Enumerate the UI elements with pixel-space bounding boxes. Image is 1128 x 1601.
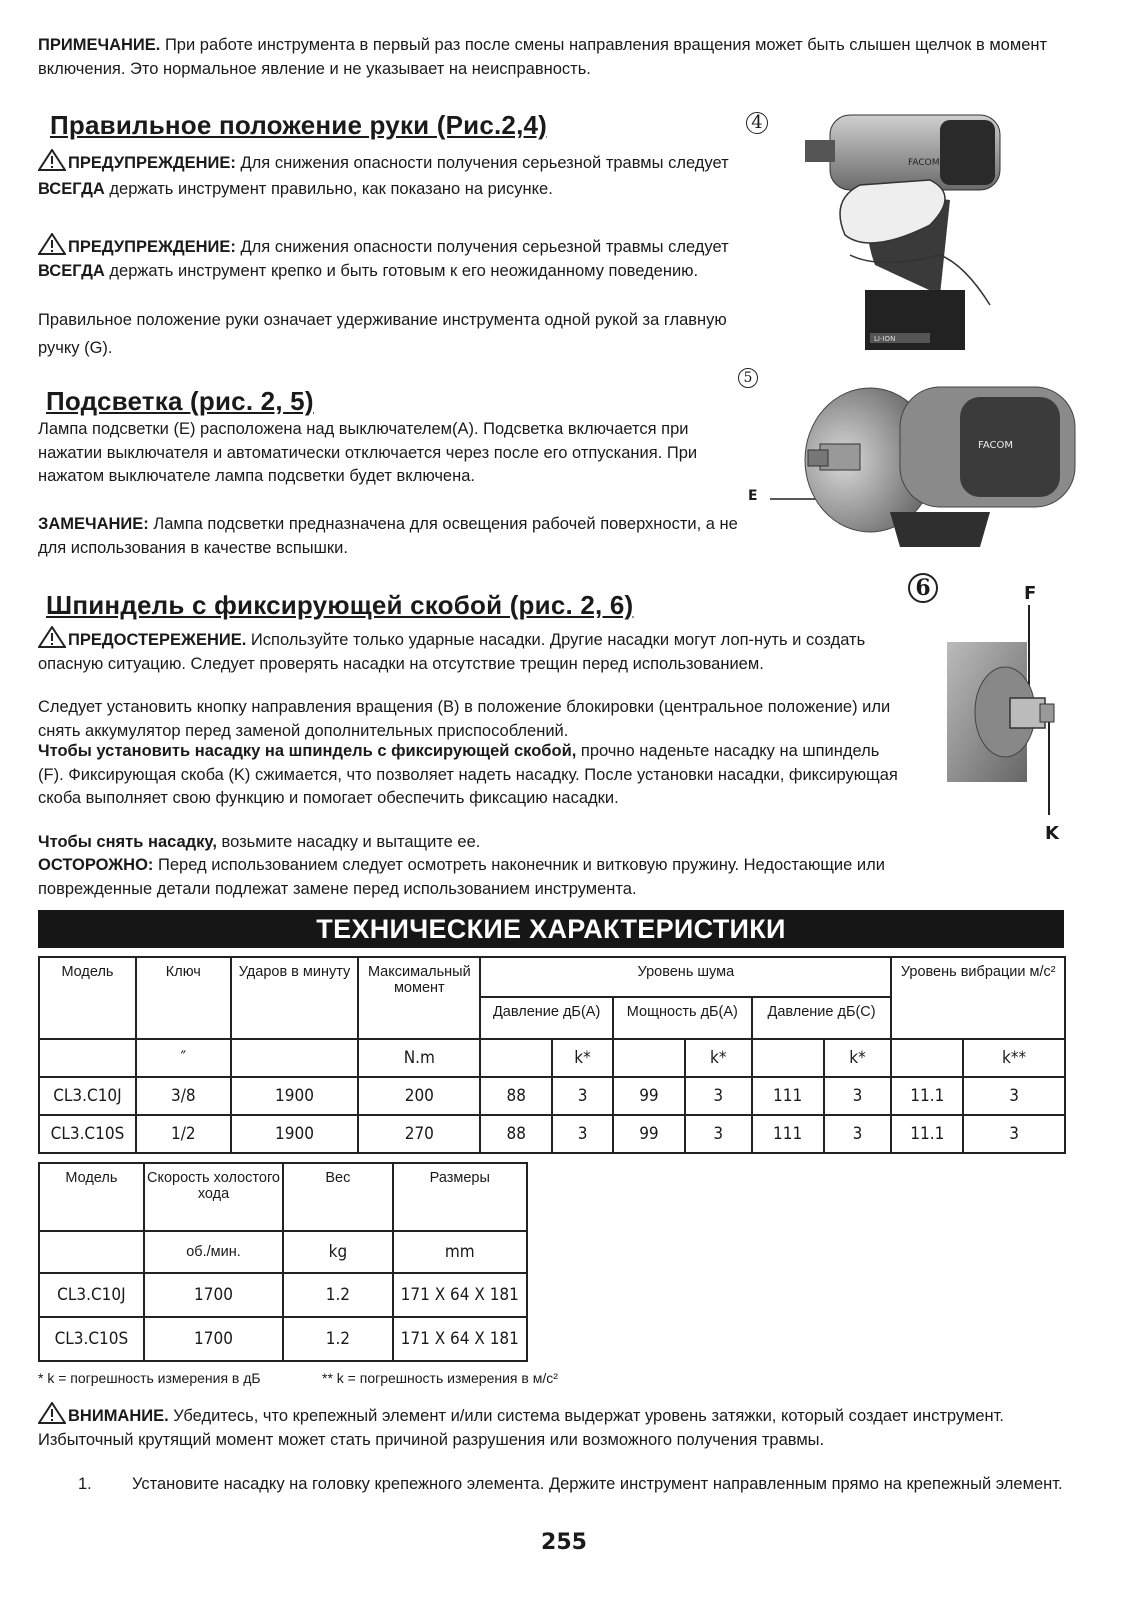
spindle-remove [38,831,918,855]
figure-6-number: 6 [908,573,938,603]
table-row [39,1077,1065,1115]
spec-table-1 [38,956,1066,1154]
header-key: Ключ [136,957,231,1039]
header-speed: Скорость холостого хода [144,1163,283,1231]
figure-4-number: 4 [746,112,768,134]
spindle-paragraph-1: Следует установить кнопку направления вращения (B) в положение блокировки (центральное положение) или снять аккумулятор перед заменой дополнительных приспособлений. [38,698,891,740]
warning-1-label: ПРЕДУПРЕЖДЕНИЕ: [68,154,236,172]
unit-pc [752,1039,824,1077]
unit-vib [891,1039,963,1077]
header-vibration: Уровень вибрации м/с² [891,957,1065,1039]
figure-4-tool-image [790,105,1070,355]
light-paragraph: Лампа подсветки (E) расположена над выключателем(A). Подсветка включается при нажатии выключателя и автоматически отключается через после его отпускания. При нажатом выключателе лампа подсветки будет включена. [38,420,698,485]
attention-text: Убедитесь, что крепежный элемент и/или система выдержат уровень затяжки, который создает инструмент. Избыточный крутящий момент может стать причиной разрушения или возможного получения травмы. [38,1407,1004,1449]
cell-speed: 1700 [144,1273,283,1317]
cell-pc: 111 [752,1115,824,1153]
cell-model: CL3.C10S [39,1115,136,1153]
warning-1-bold: ВСЕГДА [38,180,105,198]
cell-pa: 88 [480,1077,552,1115]
spindle-caution-label: ПРЕДОСТЕРЕЖЕНИЕ. [68,631,247,649]
hand-position-paragraph: Правильное положение руки означает удерживание инструмента одной рукой за главную ручку (G). [38,311,727,357]
warning-icon [38,1402,66,1424]
callout-f: F [1024,583,1037,604]
cell-pwk: 3 [685,1077,752,1115]
cell-vibk: 3 [963,1077,1065,1115]
table-row [39,1317,527,1361]
cell-pwk: 3 [685,1115,752,1153]
specs-banner: ТЕХНИЧЕСКИЕ ХАРАКТЕРИСТИКИ [38,910,1064,948]
warning-1-text-b: держать инструмент правильно, как показано на рисунке. [104,180,553,198]
spindle-caution-text: Используйте только ударные насадки. Другие насадки могут лоп-нуть и создать опасную ситуацию. Следует проверять насадки на отсутствие трещин перед использованием. [38,631,866,673]
spindle-caution [38,626,898,676]
unit-torque: N.m [358,1039,480,1077]
note-top [38,34,1078,81]
warning-icon [38,626,66,648]
warning-2-text: Для снижения опасности получения серьезной травмы следует [235,238,729,256]
unit-k4: k** [963,1039,1065,1077]
header-size: Размеры [393,1163,527,1231]
warning-2 [38,233,738,283]
unit-speed: об./мин. [144,1231,283,1273]
figure-6-spindle-image [945,600,1065,825]
spec-table-2 [38,1162,528,1362]
cell-size: 171 X 64 X 181 [393,1317,527,1361]
table-row [39,1273,527,1317]
unit-size: mm [393,1231,527,1273]
cell-bpm: 1900 [231,1115,359,1153]
cell-vib: 11.1 [891,1115,963,1153]
unit-pw [613,1039,685,1077]
footnote-db: * k = погрешность измерения в дБ [38,1370,261,1386]
spindle-careful [38,854,958,901]
figure-5-brand: FACOM [978,440,1013,451]
cell-pw: 99 [613,1077,685,1115]
warning-2-label: ПРЕДУПРЕЖДЕНИЕ: [68,238,236,256]
table-row [39,1115,1065,1153]
header-model: Модель [39,1163,144,1231]
cell-bpm: 1900 [231,1077,359,1115]
cell-torque: 270 [358,1115,480,1153]
cell-pw: 99 [613,1115,685,1153]
header-torque: Максимальный момент [358,957,480,1039]
page-number: 255 [541,1530,587,1555]
heading-hand-position: Правильное положение руки (Рис.2,4) [50,110,548,140]
note-top-label: ПРИМЕЧАНИЕ. [38,36,161,54]
cell-key: 3/8 [136,1077,231,1115]
warning-1-text: Для снижения опасности получения серьезной травмы следует [235,154,729,172]
figure-5-tool-image [760,372,1090,547]
cell-weight: 1.2 [283,1317,392,1361]
callout-e: E [748,488,758,504]
cell-model: CL3.C10S [39,1317,144,1361]
figure-4-battery-label: LI-ION [874,335,896,343]
header-model: Модель [39,957,136,1039]
unit-model [39,1039,136,1077]
unit-bpm [231,1039,359,1077]
step-text: Установите насадку на головку крепежного элемента. Держите инструмент направленным прямо на крепежный элемент. [132,1475,1063,1493]
note-top-text: При работе инструмента в первый раз после смены направления вращения может быть слышен щелчок в момент включения. Это нормальное явление и не указывает на неисправность. [38,36,1048,78]
unit-weight: kg [283,1231,392,1273]
figure-4-brand: FACOM [908,158,940,168]
unit-k2: k* [685,1039,752,1077]
light-note [38,513,738,560]
step-number: 1. [78,1475,92,1493]
cell-size: 171 X 64 X 181 [393,1273,527,1317]
warning-1 [38,149,738,202]
footnote-vibration: ** k = погрешность измерения в м/с² [322,1370,558,1386]
cell-pa: 88 [480,1115,552,1153]
warning-2-bold: ВСЕГДА [38,261,105,280]
spindle-remove-text: возьмите насадку и вытащите ее. [216,833,481,851]
spindle-careful-label: ОСТОРОЖНО: [38,856,154,874]
cell-torque: 200 [358,1077,480,1115]
warning-icon [38,233,66,255]
warning-icon [38,149,66,171]
light-note-text: Лампа подсветки предназначена для освещения рабочей поверхности, а не для использования в качестве вспышки. [38,515,738,557]
cell-weight: 1.2 [283,1273,392,1317]
header-pressure-c: Давление дБ(С) [752,997,892,1039]
cell-model: CL3.C10J [39,1077,136,1115]
callout-k: K [1045,823,1059,844]
spindle-remove-bold: Чтобы снять насадку, [38,833,217,851]
cell-speed: 1700 [144,1317,283,1361]
header-pressure-a: Давление дБ(А) [480,997,613,1039]
attention-label: ВНИМАНИЕ. [68,1407,169,1425]
unit-model [39,1231,144,1273]
cell-pak: 3 [552,1077,613,1115]
cell-pck: 3 [824,1115,892,1153]
cell-model: CL3.C10J [39,1273,144,1317]
cell-pck: 3 [824,1077,892,1115]
heading-spindle: Шпиндель с фиксирующей скобой (рис. 2, 6) [46,590,634,620]
unit-pa [480,1039,552,1077]
heading-light: Подсветка (рис. 2, 5) [46,386,314,416]
unit-k3: k* [824,1039,892,1077]
figure-5-number: 5 [738,368,758,388]
unit-key: ″ [136,1039,231,1077]
cell-pc: 111 [752,1077,824,1115]
spindle-install-text: прочно наденьте насадку на шпиндель (F). Фиксирующая скоба (K) сжимается, что позволяет надеть насадку. После установки насадки, фиксирующая скоба выполняет свою функцию и помогает обеспечить фиксацию насадки. [38,742,898,807]
header-bpm: Ударов в минуту [231,957,359,1039]
spindle-install-bold: Чтобы установить насадку на шпиндель с фиксирующей скобой, [38,742,577,760]
unit-k1: k* [552,1039,613,1077]
attention [38,1402,1018,1452]
cell-key: 1/2 [136,1115,231,1153]
header-weight: Вес [283,1163,392,1231]
header-power-a: Мощность дБ(А) [613,997,752,1039]
cell-vibk: 3 [963,1115,1065,1153]
cell-pak: 3 [552,1115,613,1153]
light-note-label: ЗАМЕЧАНИЕ: [38,515,149,533]
cell-vib: 11.1 [891,1077,963,1115]
warning-2-text-b: держать инструмент крепко и быть готовым к его неожиданному поведению. [104,261,699,280]
spindle-install [38,740,898,811]
spindle-careful-text: Перед использованием следует осмотреть наконечник и витковую пружину. Недостающие или поврежденные детали подлежат замене перед использованием инструмента. [38,856,885,898]
header-noise: Уровень шума [480,957,891,997]
